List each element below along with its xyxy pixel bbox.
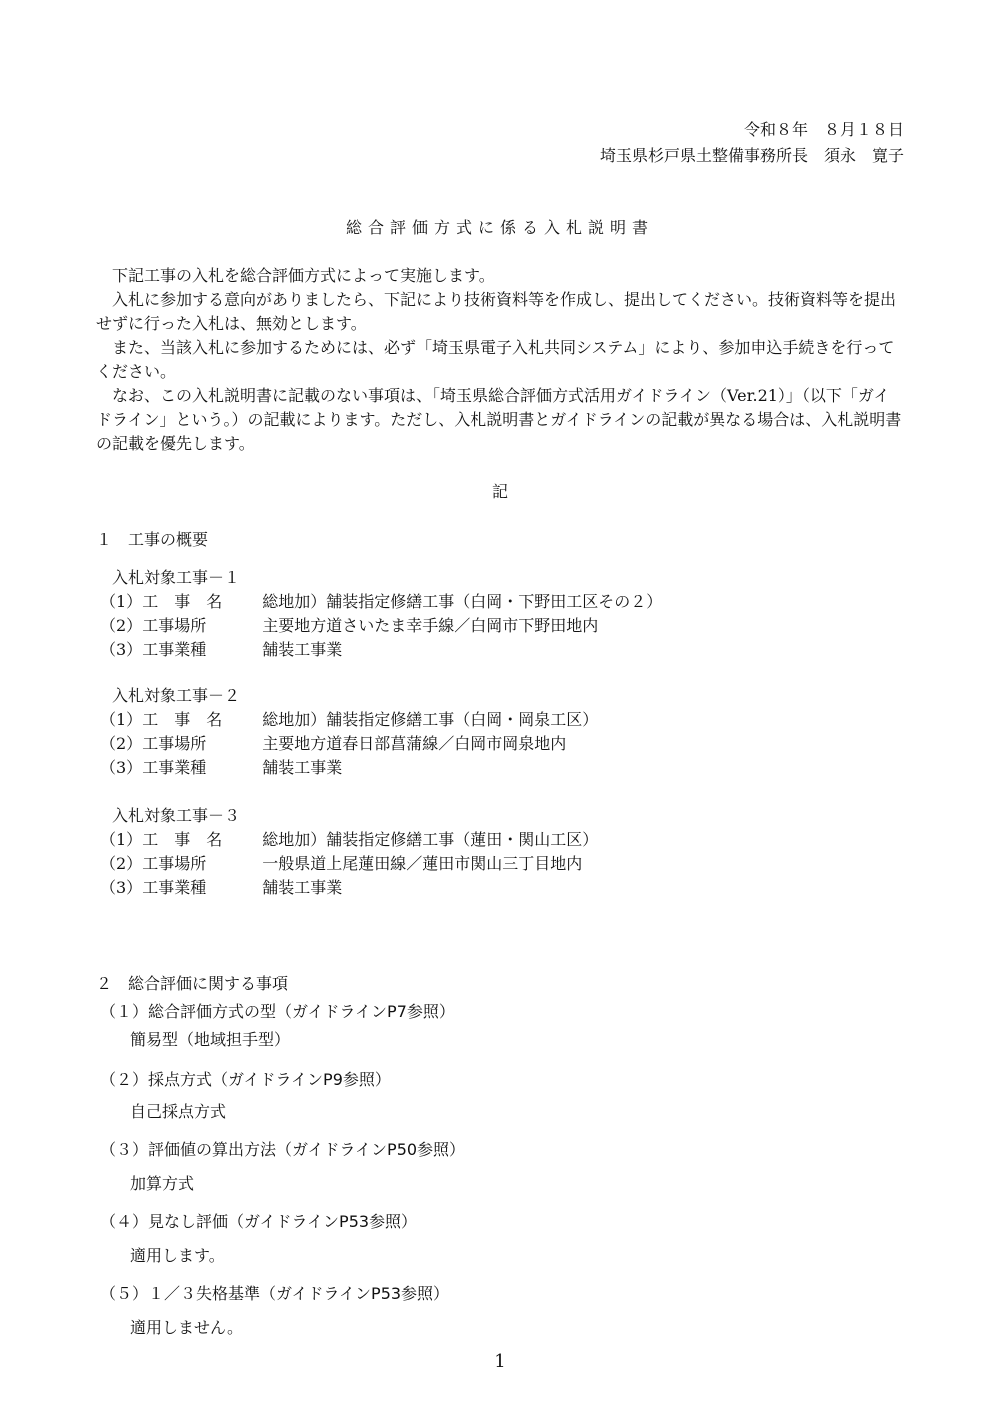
ki-marker: 記 (491, 482, 508, 501)
page-number: 1 (494, 1351, 506, 1372)
project-1-row-2 (100, 614, 598, 638)
row-number: （2） (100, 854, 143, 873)
project-2-row-3 (100, 756, 342, 780)
section2-item-3-body: 加算方式 (130, 1174, 195, 1193)
row-key: 工 事 名 (142, 710, 223, 729)
project-2-row-2 (100, 732, 566, 756)
row-value: 舗装工事業 (262, 758, 343, 777)
row-value: 舗装工事業 (262, 640, 343, 659)
document-title: 総合評価方式に係る入札説明書 (345, 218, 654, 237)
section2-item-1-body: 簡易型（地域担手型） (130, 1030, 291, 1049)
row-number: （1） (100, 710, 143, 729)
intro-paragraph-1: 下記工事の入札を総合評価方式によって実施します。 (112, 266, 495, 285)
project-3-label: 入札対象工事－３ (112, 806, 241, 825)
issue-date: 令和８年 ８月１８日 (743, 120, 904, 139)
project-1-row-1 (100, 590, 662, 614)
row-value: 主要地方道春日部菖蒲線／白岡市岡泉地内 (262, 734, 567, 753)
section1-heading: １ 工事の概要 (96, 530, 209, 549)
project-2-label: 入札対象工事－２ (112, 686, 241, 705)
issuer-name: 埼玉県杉戸県土整備事務所長 須永 寛子 (599, 146, 904, 165)
intro-paragraph-3: また、当該入札に参加するためには、必ず「埼玉県電子入札共同システム」により、参加申込手続きを行ってください。 (96, 338, 895, 381)
row-number: （3） (100, 878, 143, 897)
row-value: 総地加）舗装指定修繕工事（白岡・下野田工区その２） (262, 592, 663, 611)
row-value: 主要地方道さいたま幸手線／白岡市下野田地内 (262, 616, 599, 635)
section2-item-4-body: 適用します。 (130, 1246, 225, 1265)
section2-item-2-heading: （２）採点方式（ガイドラインP9参照） (100, 1070, 391, 1089)
row-number: （3） (100, 758, 143, 777)
row-key: 工事業種 (142, 758, 207, 777)
section2-item-1-heading: （１）総合評価方式の型（ガイドラインP7参照） (100, 1002, 455, 1021)
row-key: 工事業種 (142, 878, 207, 897)
row-number: （3） (100, 640, 143, 659)
row-value: 一般県道上尾蓮田線／蓮田市関山三丁目地内 (262, 854, 583, 873)
project-2-row-1 (100, 708, 598, 732)
intro-paragraph-2: 入札に参加する意向がありましたら、下記により技術資料等を作成し、提出してください。技術資料等を提出せずに行った入札は、無効とします。 (96, 290, 897, 333)
row-key: 工事場所 (142, 734, 207, 753)
row-key: 工 事 名 (142, 830, 223, 849)
row-key: 工事業種 (142, 640, 207, 659)
project-3-row-1 (100, 828, 598, 852)
section2-heading: ２ 総合評価に関する事項 (96, 974, 289, 993)
row-key: 工 事 名 (142, 592, 223, 611)
project-3-row-3 (100, 876, 342, 900)
row-key: 工事場所 (142, 616, 207, 635)
project-3-row-2 (100, 852, 582, 876)
project-1-label: 入札対象工事－１ (112, 568, 241, 587)
row-number: （2） (100, 616, 143, 635)
section2-item-5-heading: （５）１／３失格基準（ガイドラインP53参照） (100, 1284, 450, 1303)
row-key: 工事場所 (142, 854, 207, 873)
section2-item-2-body: 自己採点方式 (130, 1102, 227, 1121)
row-value: 総地加）舗装指定修繕工事（白岡・岡泉工区） (262, 710, 599, 729)
project-1-row-3 (100, 638, 342, 662)
row-number: （1） (100, 830, 143, 849)
row-value: 総地加）舗装指定修繕工事（蓮田・関山工区） (262, 830, 599, 849)
section2-item-5-body: 適用しません。 (130, 1318, 243, 1337)
row-number: （2） (100, 734, 143, 753)
section2-item-4-heading: （４）見なし評価（ガイドラインP53参照） (100, 1212, 418, 1231)
row-number: （1） (100, 592, 143, 611)
row-value: 舗装工事業 (262, 878, 343, 897)
section2-item-3-heading: （３）評価値の算出方法（ガイドラインP50参照） (100, 1140, 466, 1159)
intro-paragraph-4: なお、この入札説明書に記載のない事項は、「埼玉県総合評価方式活用ガイドライン（Ver.21）」（以下「ガイドライン」という。）の記載によります。ただし、入札説明書とガイドラインの記載が異なる場合は、入札説明書の記載を優先します。 (96, 386, 902, 453)
